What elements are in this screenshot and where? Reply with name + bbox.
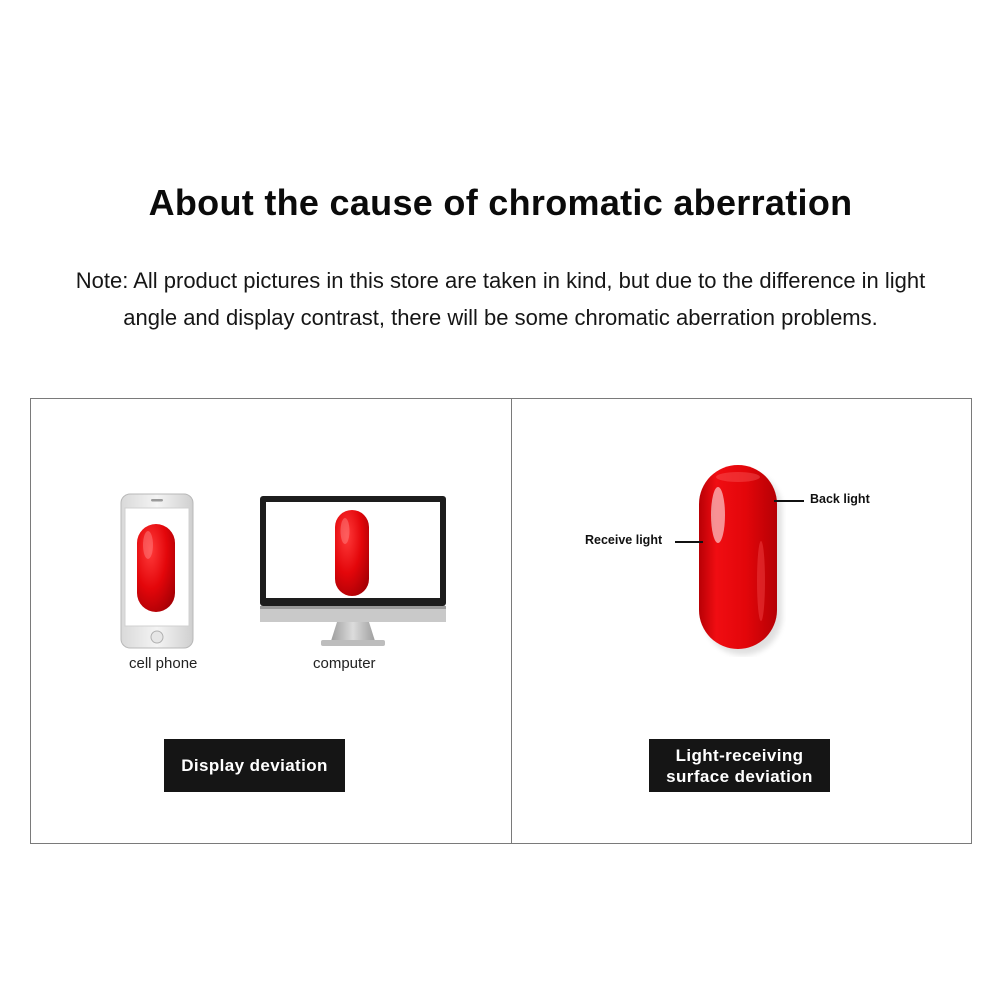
cell-phone-illustration	[120, 493, 194, 649]
surface-deviation-badge-line-1: Light-receiving	[675, 745, 804, 765]
surface-deviation-badge-line-2: surface deviation	[666, 766, 813, 786]
note-line-1: Note: All product pictures in this store are taken in kind, but due to the difference in light	[75, 268, 926, 293]
receive-light-label: Receive light	[585, 533, 663, 547]
display-deviation-badge: Display deviation	[164, 739, 345, 792]
back-light-leader-line	[774, 500, 804, 502]
note-line-2: angle and display contrast, there will be some chromatic aberration problems.	[123, 305, 878, 330]
computer-label: computer	[313, 655, 376, 672]
display-deviation-panel	[30, 398, 512, 844]
surface-deviation-badge	[649, 739, 830, 792]
back-light-label: Back light	[810, 492, 870, 506]
computer-illustration	[259, 495, 447, 649]
surface-deviation-panel	[511, 398, 972, 844]
receive-light-leader-line	[675, 541, 703, 543]
cell-phone-label: cell phone	[129, 655, 198, 672]
nail-illustration	[694, 461, 786, 657]
note-text	[10, 262, 991, 336]
page-title: About the cause of chromatic aberration	[148, 182, 853, 223]
